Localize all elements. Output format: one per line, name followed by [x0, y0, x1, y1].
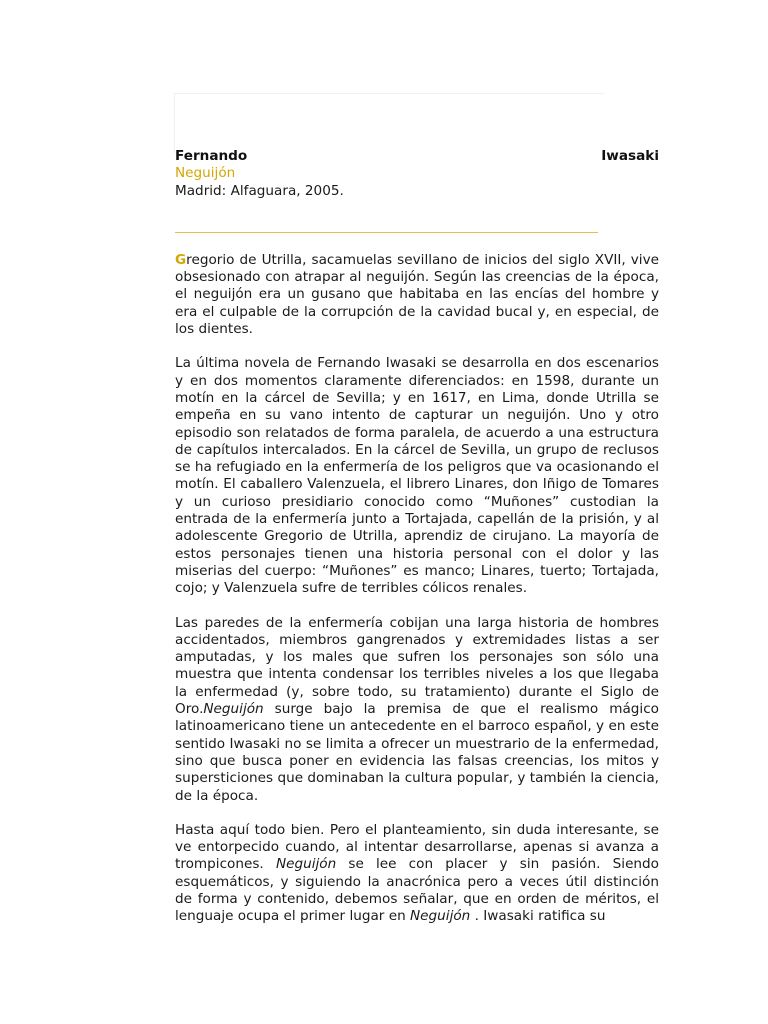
paragraph-3-text-a: Las paredes de la enfermería cobijan una larga historia de hombres accidentados, miembros gangrenados y extremidades listas a ser amputadas, y los males que sufren los personajes son sólo una muestra que intenta condensar los terribles niveles a los que llegaba la enfermedad (y, sobre todo, su tratamiento) durante el Siglo de Oro.: [175, 614, 659, 718]
book-title-italic: Neguijón: [203, 701, 264, 718]
paragraph-1-text: regorio de Utrilla, sacamuelas sevillano de inicios del siglo XVII, vive obsesionado con atrapar al neguijón. Según las creencias de la época, el neguijón era un gusano que habitaba en las encías del hombre y era el culpable de la corrupción de la cavidad bucal y, en especial, de los dientes.: [175, 251, 659, 338]
publication-info: Madrid: Alfaguara, 2005.: [175, 182, 344, 199]
paragraph-4-text-c: . Iwasaki ratifica su: [470, 908, 606, 925]
paragraph-1: [175, 252, 659, 338]
divider-rule: [175, 232, 598, 233]
book-title: Neguijón: [175, 165, 236, 182]
initial-letter: G: [175, 251, 187, 268]
paragraph-3: [175, 615, 659, 805]
author-last-name: Iwasaki: [601, 148, 659, 164]
author-line: [175, 148, 659, 165]
paragraph-3-text-b: surge bajo la premisa de que el realismo mágico latinoamericano tiene un antecedente en el barroco español, y en este sentido Iwasaki no se limita a ofrecer un muestrario de la enfermedad, sino que busca poner en evidencia las falsas creencias, los mitos y supersticiones que dominaban la cultura popular, y también la ciencia, de la época.: [175, 701, 659, 804]
paragraph-4-text-b: se lee con placer y sin pasión. Siendo esquemáticos, y siguiendo la anacrónica pero a veces útil distinción de forma y contenido, debemos señalar, que en orden de méritos, el lenguaje ocupa el primer lugar en: [175, 856, 659, 925]
author-first-name: Fernando: [175, 148, 248, 164]
page-edge-left: [174, 93, 175, 153]
book-title-italic: Neguijón: [410, 908, 471, 925]
review-content: [175, 148, 659, 943]
paragraph-2: La última novela de Fernando Iwasaki se desarrolla en dos escenarios y en dos momentos claramente diferenciados: en 1598, durante un motín en la cárcel de Sevilla; y en 1617, en Lima, donde Utrilla se empeña en su vano intento de capturar un neguijón. Uno y otro episodio son relatados de forma paralela, de acuerdo a una estructura de capítulos intercalados. En la cárcel de Sevilla, un grupo de reclusos se ha refugiado en la enfermería de los peligros que va ocasionando el motín. El caballero Valenzuela, el librero Linares, don Iñigo de Tomares y un curioso presidiario conocido como “Muñones” custodian la entrada de la enfermería junto a Tortajada, capellán de la prisión, y al adolescente Gregorio de Utrilla, aprendiz de cirujano. La mayoría de estos personajes tienen una historia personal con el dolor y las miserias del cuerpo: “Muñones” es manco; Linares, tuerto; Tortajada, cojo; y Valenzuela sufre de terribles cólicos renales.: [175, 355, 659, 597]
paragraph-4: [175, 822, 659, 926]
book-title-italic: Neguijón: [275, 856, 337, 873]
page-edge-top: [174, 93, 604, 94]
paragraph-4-text-a: Hasta aquí todo bien. Pero el planteamiento, sin duda interesante, se ve entorpecido cuando, al intentar desarrollarse, apenas si avanza a trompicones.: [175, 821, 659, 873]
